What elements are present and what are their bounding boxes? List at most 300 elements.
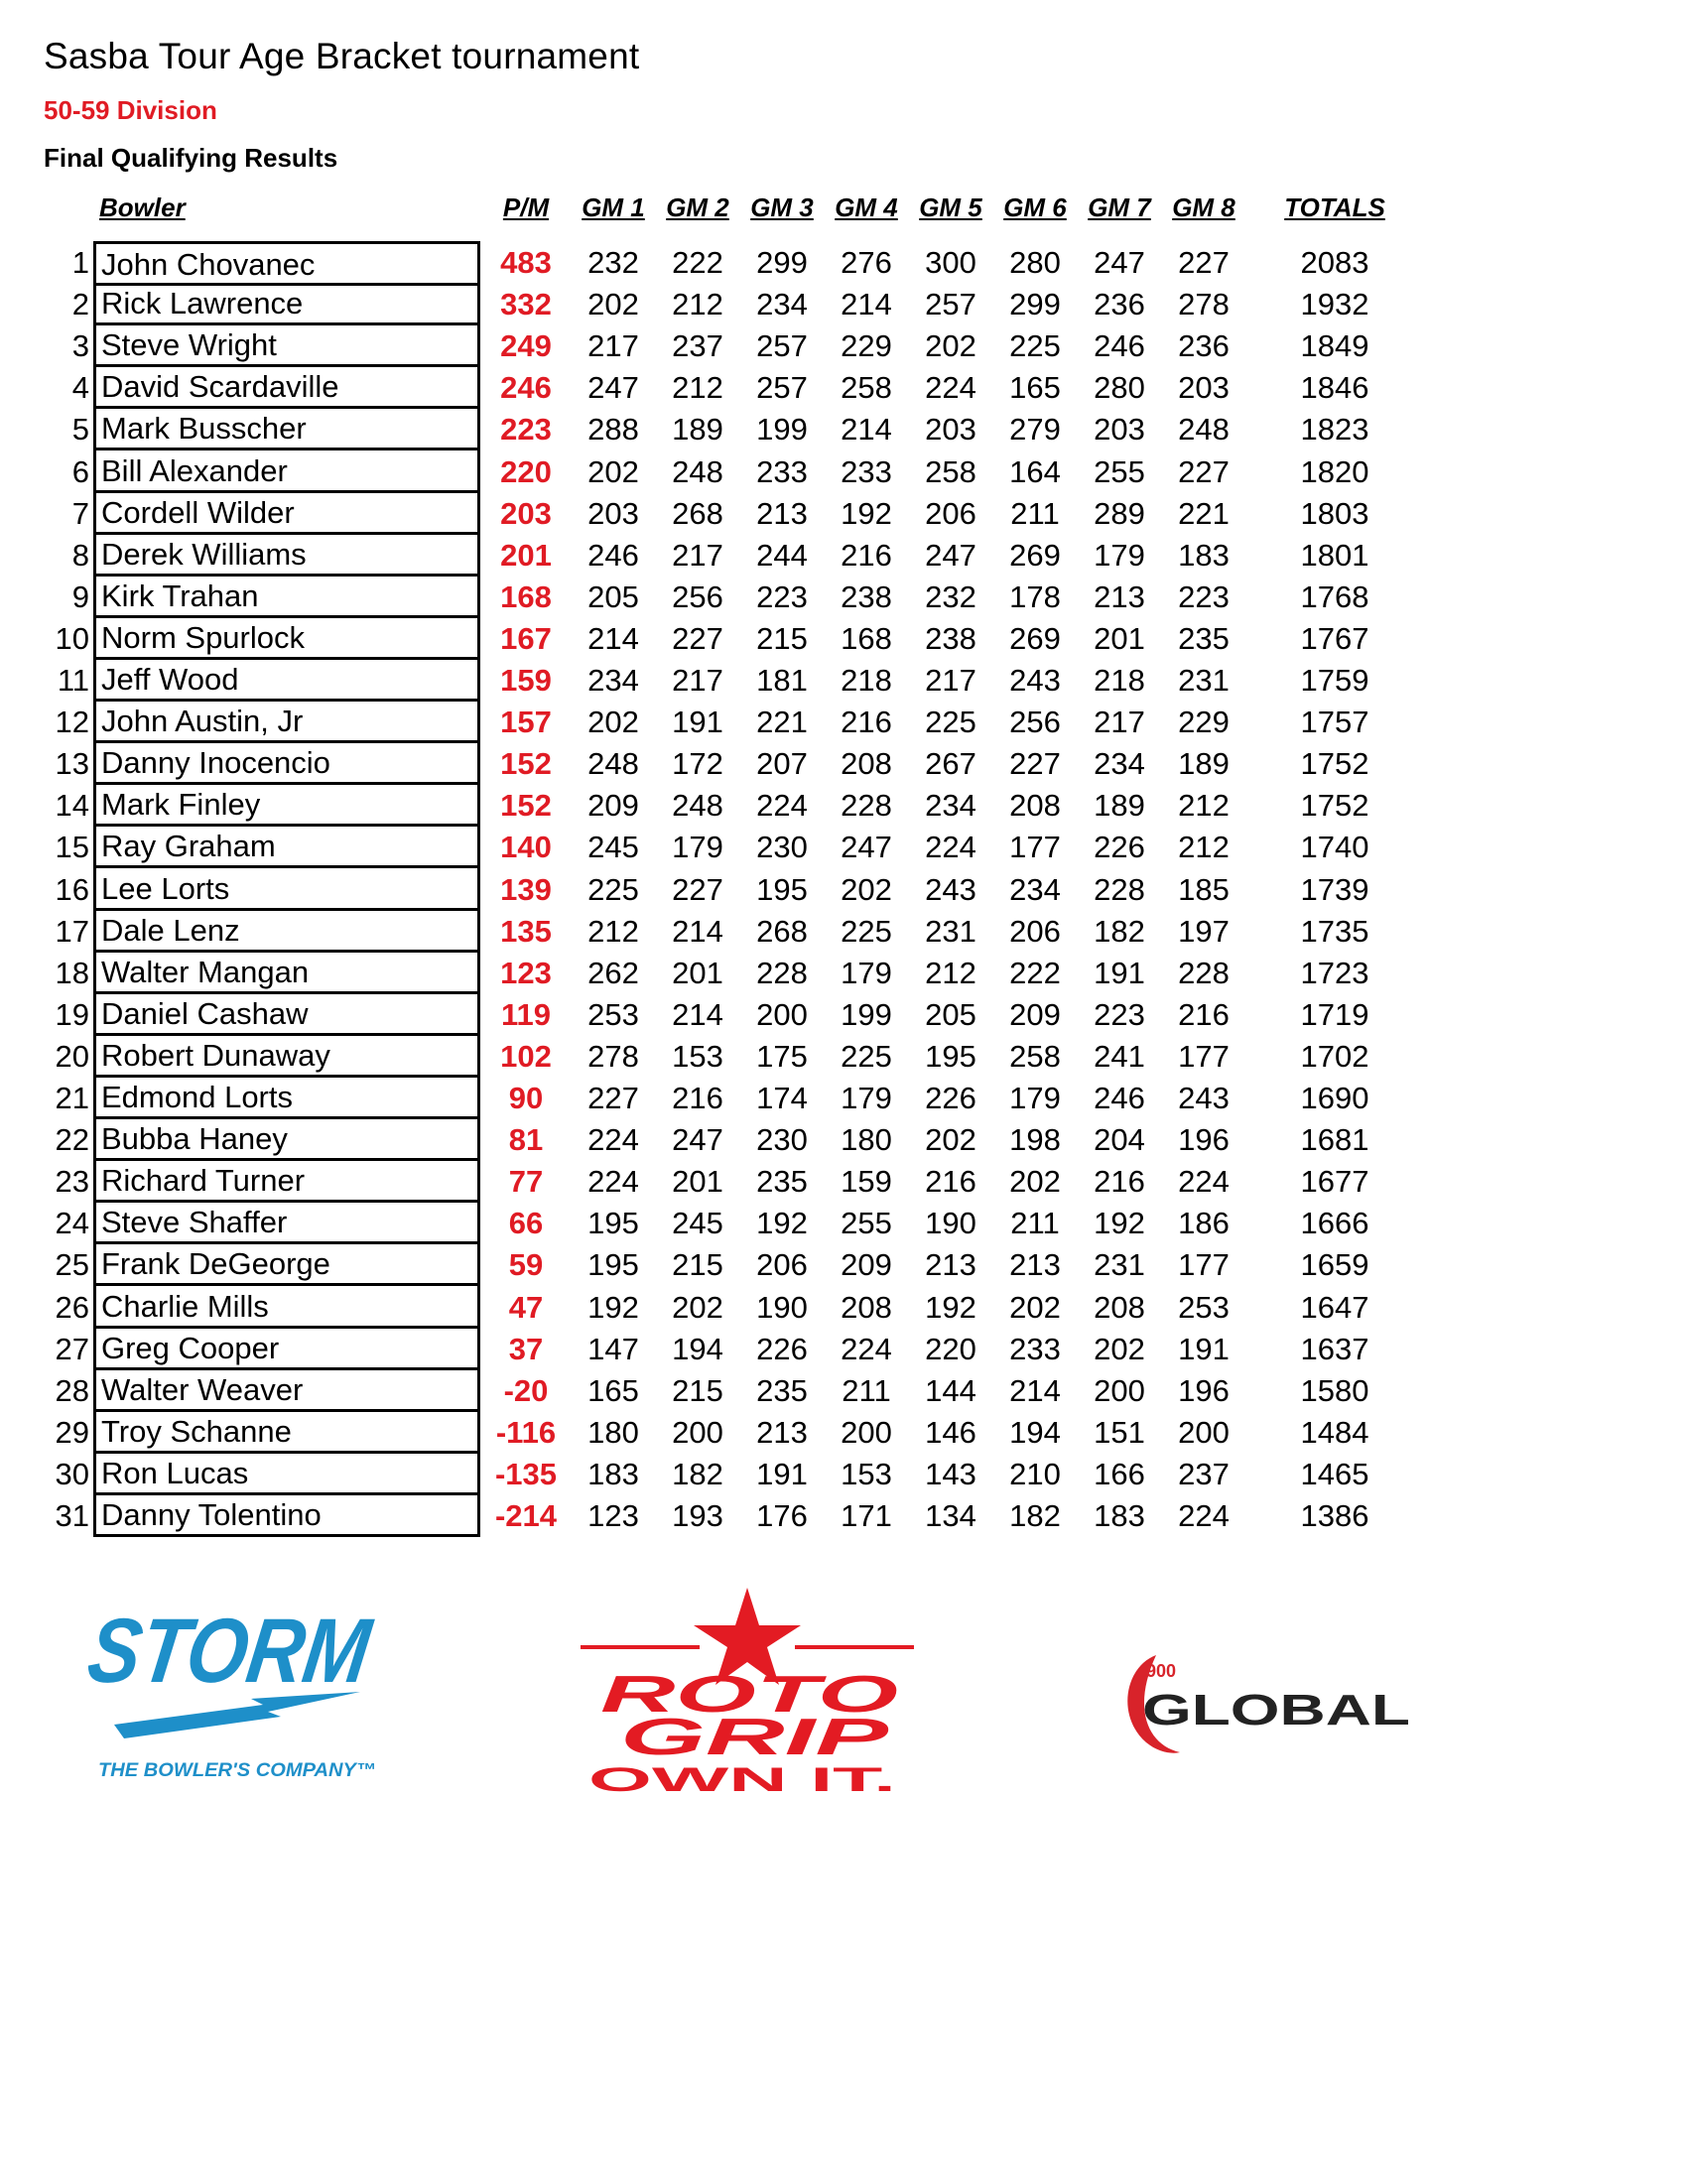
table-row <box>0 826 1588 867</box>
bowler-name-cell: Greg Cooper <box>93 1328 480 1370</box>
total-cell: 1690 <box>1300 1081 1369 1115</box>
game-score-cell: 168 <box>841 620 892 656</box>
game-score-cell: 143 <box>925 1456 976 1491</box>
plus-minus-cell: 167 <box>500 620 552 656</box>
bowler-name-cell: Frank DeGeorge <box>93 1243 480 1286</box>
bowler-name-cell: Mark Busscher <box>93 408 480 450</box>
game-score-cell: 224 <box>1178 1164 1230 1200</box>
game-score-cell: 248 <box>587 746 639 782</box>
game-score-cell: 200 <box>841 1414 892 1450</box>
bowler-name-cell: Norm Spurlock <box>93 617 480 660</box>
game-score-cell: 144 <box>925 1372 976 1408</box>
global-number: 900 <box>1146 1661 1177 1681</box>
game-score-cell: 198 <box>1009 1122 1061 1158</box>
plus-minus-cell: 220 <box>500 453 552 489</box>
game-score-cell: 223 <box>1178 578 1230 614</box>
bowler-name-cell: Jeff Wood <box>93 659 480 702</box>
game-score-cell: 176 <box>756 1498 808 1533</box>
game-score-cell: 217 <box>587 328 639 364</box>
game-score-cell: 190 <box>756 1289 808 1325</box>
game-score-cell: 244 <box>756 537 808 573</box>
game-score-cell: 192 <box>841 495 892 531</box>
bowler-name-cell: Ray Graham <box>93 826 480 868</box>
game-score-cell: 216 <box>841 705 892 740</box>
plus-minus-cell: -135 <box>494 1456 558 1491</box>
total-cell: 1647 <box>1300 1289 1369 1325</box>
table-row <box>0 450 1588 492</box>
game-score-cell: 247 <box>1094 245 1145 280</box>
total-cell: 2083 <box>1300 245 1369 280</box>
game-score-cell: 194 <box>672 1331 723 1366</box>
rank-cell: 31 <box>55 1498 89 1533</box>
game-score-cell: 223 <box>756 578 808 614</box>
game-score-cell: 226 <box>925 1081 976 1115</box>
game-score-cell: 205 <box>925 996 976 1032</box>
game-score-cell: 191 <box>756 1456 808 1491</box>
game-score-cell: 212 <box>587 913 639 949</box>
game-score-cell: 233 <box>756 453 808 489</box>
bowler-name-cell: Dale Lenz <box>93 910 480 953</box>
plus-minus-cell: 483 <box>500 245 552 280</box>
total-cell: 1739 <box>1300 871 1369 907</box>
page-title: Sasba Tour Age Bracket tournament <box>44 36 640 76</box>
game-score-cell: 221 <box>1178 495 1230 531</box>
game-score-cell: 243 <box>1009 663 1061 698</box>
game-score-cell: 269 <box>1009 537 1061 573</box>
total-cell: 1757 <box>1300 705 1369 740</box>
game-score-cell: 183 <box>587 1456 639 1491</box>
game-score-cell: 227 <box>587 1081 639 1115</box>
rank-cell: 11 <box>57 663 89 698</box>
game-score-cell: 214 <box>841 287 892 322</box>
total-cell: 1677 <box>1300 1164 1369 1200</box>
game-score-cell: 228 <box>1178 955 1230 990</box>
rank-cell: 9 <box>71 578 89 614</box>
bowler-name-cell: John Chovanec <box>93 241 480 286</box>
game-score-cell: 179 <box>841 1081 892 1115</box>
game-score-cell: 215 <box>756 620 808 656</box>
game-score-cell: 248 <box>672 788 723 824</box>
rank-cell: 18 <box>55 955 89 990</box>
game-score-cell: 203 <box>1178 370 1230 406</box>
rank-cell: 1 <box>71 245 89 280</box>
game-score-cell: 191 <box>672 705 723 740</box>
game-score-cell: 196 <box>1178 1372 1230 1408</box>
plus-minus-cell: 47 <box>508 1289 544 1325</box>
game-score-cell: 247 <box>587 370 639 406</box>
rank-cell: 25 <box>55 1247 89 1283</box>
rank-cell: 7 <box>71 495 89 531</box>
plus-minus-cell: -20 <box>503 1372 549 1408</box>
game-score-cell: 179 <box>672 830 723 865</box>
total-cell: 1820 <box>1300 453 1369 489</box>
900-global-logo <box>1116 1647 1434 1766</box>
roto-grip-line1: ROTO <box>600 1666 898 1724</box>
rank-cell: 8 <box>71 537 89 573</box>
game-score-cell: 134 <box>925 1498 976 1533</box>
column-header-gm1: GM 1 <box>582 193 645 222</box>
table-row <box>0 1494 1588 1536</box>
game-score-cell: 206 <box>925 495 976 531</box>
game-score-cell: 256 <box>1009 705 1061 740</box>
rank-cell: 6 <box>71 453 89 489</box>
plus-minus-cell: -116 <box>495 1414 557 1450</box>
bowler-name-cell: Richard Turner <box>93 1160 480 1203</box>
game-score-cell: 165 <box>587 1372 639 1408</box>
game-score-cell: 201 <box>1094 620 1145 656</box>
plus-minus-cell: 249 <box>500 328 552 364</box>
bowler-name-cell: John Austin, Jr <box>93 701 480 743</box>
game-score-cell: 215 <box>672 1372 723 1408</box>
game-score-cell: 224 <box>756 788 808 824</box>
game-score-cell: 209 <box>587 788 639 824</box>
bowler-name-cell: Bill Alexander <box>93 450 480 493</box>
game-score-cell: 189 <box>1094 788 1145 824</box>
game-score-cell: 218 <box>1094 663 1145 698</box>
game-score-cell: 227 <box>672 620 723 656</box>
game-score-cell: 234 <box>756 287 808 322</box>
game-score-cell: 214 <box>672 996 723 1032</box>
global-wordmark: GLOBAL <box>1142 1686 1410 1734</box>
game-score-cell: 247 <box>925 537 976 573</box>
game-score-cell: 221 <box>756 705 808 740</box>
game-score-cell: 196 <box>1178 1122 1230 1158</box>
game-score-cell: 234 <box>925 788 976 824</box>
table-row <box>0 576 1588 617</box>
game-score-cell: 202 <box>841 871 892 907</box>
game-score-cell: 258 <box>841 370 892 406</box>
game-score-cell: 222 <box>1009 955 1061 990</box>
game-score-cell: 199 <box>756 412 808 448</box>
plus-minus-cell: 203 <box>500 495 552 531</box>
total-cell: 1659 <box>1300 1247 1369 1283</box>
plus-minus-cell: 135 <box>500 913 552 949</box>
table-row <box>0 241 1588 283</box>
game-score-cell: 200 <box>1094 1372 1145 1408</box>
table-row <box>0 1328 1588 1369</box>
table-row <box>0 910 1588 952</box>
game-score-cell: 225 <box>841 1038 892 1074</box>
total-cell: 1768 <box>1300 578 1369 614</box>
game-score-cell: 299 <box>1009 287 1061 322</box>
game-score-cell: 214 <box>1009 1372 1061 1408</box>
game-score-cell: 213 <box>1094 578 1145 614</box>
game-score-cell: 202 <box>672 1289 723 1325</box>
game-score-cell: 255 <box>1094 453 1145 489</box>
game-score-cell: 227 <box>1009 746 1061 782</box>
game-score-cell: 212 <box>1178 830 1230 865</box>
game-score-cell: 200 <box>672 1414 723 1450</box>
game-score-cell: 230 <box>756 1122 808 1158</box>
column-header-gm3: GM 3 <box>750 193 814 222</box>
game-score-cell: 258 <box>925 453 976 489</box>
game-score-cell: 202 <box>1009 1164 1061 1200</box>
bowler-name-cell: Robert Dunaway <box>93 1035 480 1078</box>
game-score-cell: 299 <box>756 245 808 280</box>
game-score-cell: 227 <box>1178 453 1230 489</box>
plus-minus-cell: 223 <box>500 412 552 448</box>
game-score-cell: 288 <box>587 412 639 448</box>
game-score-cell: 212 <box>672 370 723 406</box>
bowler-name-cell: Bubba Haney <box>93 1118 480 1161</box>
storm-wordmark: STORM <box>81 1599 425 1702</box>
total-cell: 1580 <box>1300 1372 1369 1408</box>
game-score-cell: 231 <box>1178 663 1230 698</box>
rank-cell: 21 <box>55 1081 89 1115</box>
game-score-cell: 212 <box>1178 788 1230 824</box>
bowler-name-cell: Danny Tolentino <box>93 1494 480 1537</box>
game-score-cell: 202 <box>925 328 976 364</box>
table-row <box>0 1369 1588 1411</box>
table-row <box>0 868 1588 910</box>
game-score-cell: 234 <box>1009 871 1061 907</box>
game-score-cell: 204 <box>1094 1122 1145 1158</box>
table-row <box>0 1118 1588 1160</box>
game-score-cell: 209 <box>1009 996 1061 1032</box>
rank-cell: 17 <box>55 913 89 949</box>
game-score-cell: 246 <box>587 537 639 573</box>
game-score-cell: 227 <box>672 871 723 907</box>
column-header-gm4: GM 4 <box>835 193 898 222</box>
table-row <box>0 617 1588 659</box>
game-score-cell: 203 <box>587 495 639 531</box>
game-score-cell: 194 <box>1009 1414 1061 1450</box>
game-score-cell: 231 <box>1094 1247 1145 1283</box>
table-row <box>0 283 1588 324</box>
rank-cell: 15 <box>55 830 89 865</box>
game-score-cell: 268 <box>756 913 808 949</box>
game-score-cell: 146 <box>925 1414 976 1450</box>
game-score-cell: 226 <box>756 1331 808 1366</box>
game-score-cell: 225 <box>925 705 976 740</box>
bowler-name-cell: Edmond Lorts <box>93 1077 480 1119</box>
total-cell: 1666 <box>1300 1206 1369 1241</box>
game-score-cell: 243 <box>1178 1081 1230 1115</box>
plus-minus-cell: 77 <box>508 1164 544 1200</box>
game-score-cell: 222 <box>672 245 723 280</box>
bowler-name-cell: Kirk Trahan <box>93 576 480 618</box>
game-score-cell: 241 <box>1094 1038 1145 1074</box>
bowler-name-cell: Walter Mangan <box>93 952 480 994</box>
plus-minus-cell: 332 <box>500 287 552 322</box>
game-score-cell: 234 <box>587 663 639 698</box>
rank-cell: 13 <box>55 746 89 782</box>
table-row <box>0 1286 1588 1328</box>
game-score-cell: 216 <box>1094 1164 1145 1200</box>
column-header-gm8: GM 8 <box>1172 193 1235 222</box>
game-score-cell: 195 <box>756 871 808 907</box>
rank-cell: 29 <box>55 1414 89 1450</box>
rank-cell: 12 <box>55 705 89 740</box>
rank-cell: 26 <box>55 1289 89 1325</box>
game-score-cell: 123 <box>587 1498 639 1533</box>
plus-minus-cell: 168 <box>500 578 552 614</box>
game-score-cell: 213 <box>756 495 808 531</box>
roto-grip-tagline: OWN IT. <box>588 1761 896 1799</box>
game-score-cell: 278 <box>1178 287 1230 322</box>
game-score-cell: 182 <box>672 1456 723 1491</box>
bowler-name-cell: Derek Williams <box>93 534 480 577</box>
bowler-name-cell: Troy Schanne <box>93 1411 480 1454</box>
total-cell: 1803 <box>1300 495 1369 531</box>
game-score-cell: 213 <box>1009 1247 1061 1283</box>
table-row <box>0 784 1588 826</box>
game-score-cell: 179 <box>841 955 892 990</box>
bowler-name-cell: Mark Finley <box>93 784 480 827</box>
game-score-cell: 183 <box>1178 537 1230 573</box>
game-score-cell: 214 <box>672 913 723 949</box>
game-score-cell: 225 <box>1009 328 1061 364</box>
game-score-cell: 208 <box>1094 1289 1145 1325</box>
plus-minus-cell: 159 <box>500 663 552 698</box>
game-score-cell: 235 <box>1178 620 1230 656</box>
rank-cell: 14 <box>55 788 89 824</box>
rank-cell: 24 <box>55 1206 89 1241</box>
game-score-cell: 209 <box>841 1247 892 1283</box>
rank-cell: 20 <box>55 1038 89 1074</box>
plus-minus-cell: 152 <box>500 746 552 782</box>
game-score-cell: 238 <box>925 620 976 656</box>
game-score-cell: 215 <box>672 1247 723 1283</box>
game-score-cell: 153 <box>841 1456 892 1491</box>
game-score-cell: 192 <box>925 1289 976 1325</box>
game-score-cell: 224 <box>841 1331 892 1366</box>
bowler-name-cell: Walter Weaver <box>93 1369 480 1412</box>
game-score-cell: 233 <box>1009 1331 1061 1366</box>
plus-minus-cell: 246 <box>500 370 552 406</box>
game-score-cell: 246 <box>1094 1081 1145 1115</box>
game-score-cell: 255 <box>841 1206 892 1241</box>
game-score-cell: 237 <box>672 328 723 364</box>
game-score-cell: 212 <box>925 955 976 990</box>
plus-minus-cell: 90 <box>508 1081 544 1115</box>
table-row <box>0 1243 1588 1285</box>
rank-cell: 10 <box>55 620 89 656</box>
game-score-cell: 192 <box>756 1206 808 1241</box>
game-score-cell: 207 <box>756 746 808 782</box>
game-score-cell: 164 <box>1009 453 1061 489</box>
game-score-cell: 262 <box>587 955 639 990</box>
game-score-cell: 214 <box>587 620 639 656</box>
plus-minus-cell: 123 <box>500 955 552 990</box>
plus-minus-cell: 37 <box>508 1331 544 1366</box>
game-score-cell: 276 <box>841 245 892 280</box>
game-score-cell: 165 <box>1009 370 1061 406</box>
game-score-cell: 256 <box>672 578 723 614</box>
game-score-cell: 203 <box>1094 412 1145 448</box>
bowler-name-cell: Lee Lorts <box>93 868 480 911</box>
game-score-cell: 193 <box>672 1498 723 1533</box>
plus-minus-cell: 119 <box>500 996 551 1032</box>
game-score-cell: 199 <box>841 996 892 1032</box>
game-score-cell: 248 <box>1178 412 1230 448</box>
game-score-cell: 253 <box>1178 1289 1230 1325</box>
total-cell: 1637 <box>1300 1331 1369 1366</box>
table-row <box>0 1202 1588 1243</box>
total-cell: 1846 <box>1300 370 1369 406</box>
game-score-cell: 217 <box>925 663 976 698</box>
game-score-cell: 230 <box>756 830 808 865</box>
game-score-cell: 280 <box>1009 245 1061 280</box>
game-score-cell: 203 <box>925 412 976 448</box>
game-score-cell: 217 <box>672 663 723 698</box>
total-cell: 1465 <box>1300 1456 1369 1491</box>
plus-minus-cell: 139 <box>500 871 552 907</box>
game-score-cell: 177 <box>1178 1247 1230 1283</box>
game-score-cell: 218 <box>841 663 892 698</box>
game-score-cell: 243 <box>925 871 976 907</box>
total-cell: 1759 <box>1300 663 1369 698</box>
game-score-cell: 182 <box>1094 913 1145 949</box>
bowler-name-cell: Ron Lucas <box>93 1453 480 1495</box>
game-score-cell: 210 <box>1009 1456 1061 1491</box>
game-score-cell: 267 <box>925 746 976 782</box>
game-score-cell: 178 <box>1009 578 1061 614</box>
rank-cell: 16 <box>55 871 89 907</box>
total-cell: 1702 <box>1300 1038 1369 1074</box>
game-score-cell: 216 <box>672 1081 723 1115</box>
total-cell: 1752 <box>1300 788 1369 824</box>
game-score-cell: 191 <box>1094 955 1145 990</box>
plus-minus-cell: 201 <box>500 537 552 573</box>
bowler-name-cell: Danny Inocencio <box>93 742 480 785</box>
game-score-cell: 220 <box>925 1331 976 1366</box>
roto-grip-line2: GRIP <box>620 1709 889 1766</box>
total-cell: 1681 <box>1300 1122 1369 1158</box>
sponsor-logos <box>0 1588 1688 1806</box>
game-score-cell: 232 <box>925 578 976 614</box>
column-header-gm2: GM 2 <box>666 193 729 222</box>
total-cell: 1723 <box>1300 955 1369 990</box>
game-score-cell: 236 <box>1094 287 1145 322</box>
game-score-cell: 151 <box>1094 1414 1145 1450</box>
bowler-name-cell: Steve Shaffer <box>93 1202 480 1244</box>
rank-cell: 28 <box>55 1372 89 1408</box>
rank-cell: 22 <box>55 1122 89 1158</box>
game-score-cell: 234 <box>1094 746 1145 782</box>
game-score-cell: 195 <box>925 1038 976 1074</box>
game-score-cell: 212 <box>672 287 723 322</box>
game-score-cell: 202 <box>1009 1289 1061 1325</box>
table-row <box>0 659 1588 701</box>
game-score-cell: 211 <box>842 1372 891 1408</box>
game-score-cell: 235 <box>756 1372 808 1408</box>
plus-minus-cell: 81 <box>508 1122 544 1158</box>
game-score-cell: 201 <box>672 1164 723 1200</box>
game-score-cell: 211 <box>1010 495 1060 531</box>
game-score-cell: 228 <box>1094 871 1145 907</box>
plus-minus-cell: 59 <box>508 1247 544 1283</box>
total-cell: 1823 <box>1300 412 1369 448</box>
game-score-cell: 217 <box>672 537 723 573</box>
rank-cell: 2 <box>71 287 89 322</box>
game-score-cell: 216 <box>841 537 892 573</box>
rank-cell: 4 <box>71 370 89 406</box>
game-score-cell: 189 <box>672 412 723 448</box>
game-score-cell: 185 <box>1178 871 1230 907</box>
total-cell: 1752 <box>1300 746 1369 782</box>
game-score-cell: 224 <box>925 830 976 865</box>
table-row <box>0 492 1588 534</box>
game-score-cell: 208 <box>841 746 892 782</box>
game-score-cell: 216 <box>1178 996 1230 1032</box>
column-header-gm7: GM 7 <box>1088 193 1151 222</box>
game-score-cell: 245 <box>587 830 639 865</box>
table-row <box>0 1077 1588 1118</box>
bowler-name-cell: Rick Lawrence <box>93 283 480 325</box>
game-score-cell: 225 <box>587 871 639 907</box>
total-cell: 1801 <box>1300 537 1369 573</box>
